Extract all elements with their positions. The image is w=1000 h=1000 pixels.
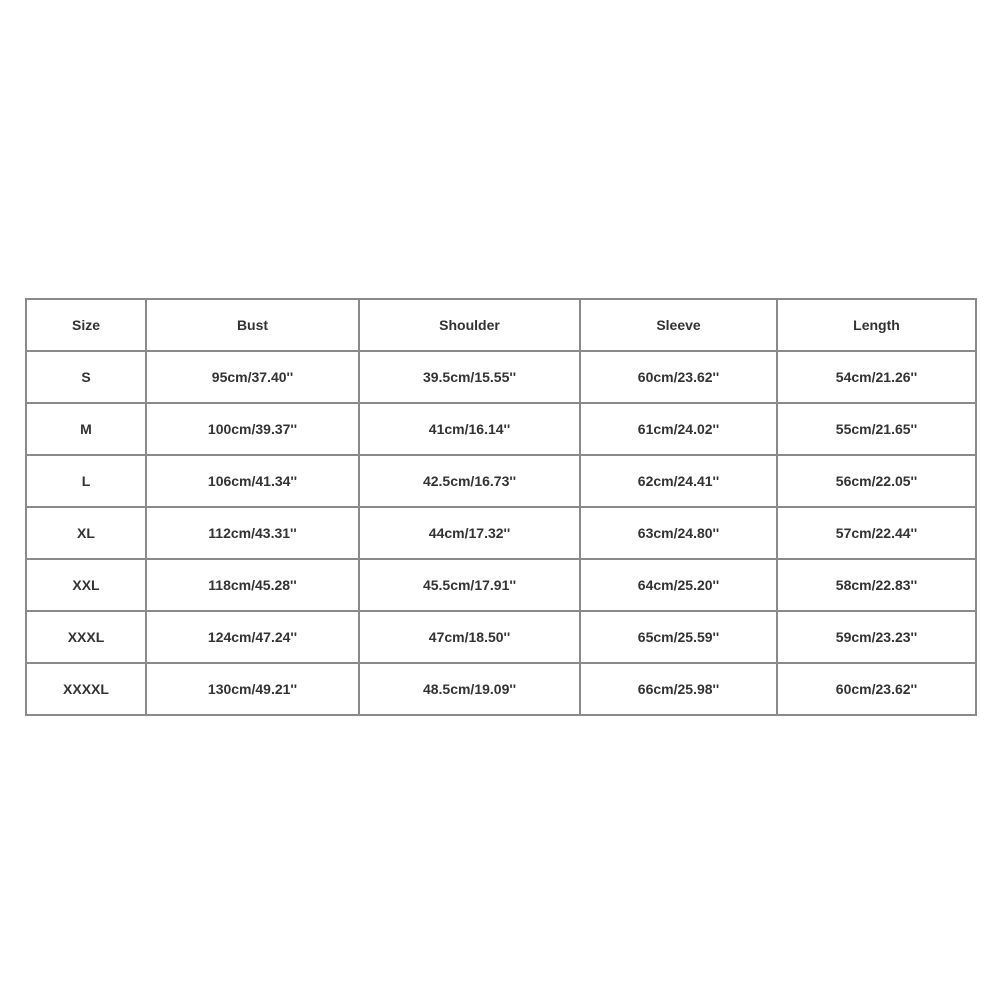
cell-size: L: [26, 455, 146, 507]
cell-bust: 112cm/43.31'': [146, 507, 359, 559]
cell-sleeve: 66cm/25.98'': [580, 663, 777, 715]
cell-bust: 124cm/47.24'': [146, 611, 359, 663]
cell-length: 58cm/22.83'': [777, 559, 976, 611]
cell-size: XL: [26, 507, 146, 559]
header-length: Length: [777, 299, 976, 351]
cell-shoulder: 48.5cm/19.09'': [359, 663, 580, 715]
header-sleeve: Sleeve: [580, 299, 777, 351]
cell-bust: 130cm/49.21'': [146, 663, 359, 715]
table-row: [26, 663, 976, 715]
header-shoulder: Shoulder: [359, 299, 580, 351]
cell-sleeve: 64cm/25.20'': [580, 559, 777, 611]
header-bust: Bust: [146, 299, 359, 351]
cell-shoulder: 45.5cm/17.91'': [359, 559, 580, 611]
cell-size: XXXXL: [26, 663, 146, 715]
cell-shoulder: 47cm/18.50'': [359, 611, 580, 663]
cell-bust: 95cm/37.40'': [146, 351, 359, 403]
cell-shoulder: 41cm/16.14'': [359, 403, 580, 455]
cell-shoulder: 39.5cm/15.55'': [359, 351, 580, 403]
cell-bust: 106cm/41.34'': [146, 455, 359, 507]
table-row: [26, 507, 976, 559]
table-row: [26, 559, 976, 611]
cell-length: 56cm/22.05'': [777, 455, 976, 507]
cell-length: 59cm/23.23'': [777, 611, 976, 663]
table-row: [26, 403, 976, 455]
cell-length: 60cm/23.62'': [777, 663, 976, 715]
cell-shoulder: 44cm/17.32'': [359, 507, 580, 559]
header-row: [26, 299, 976, 351]
cell-size: S: [26, 351, 146, 403]
cell-length: 55cm/21.65'': [777, 403, 976, 455]
cell-size: XXL: [26, 559, 146, 611]
cell-sleeve: 61cm/24.02'': [580, 403, 777, 455]
cell-sleeve: 63cm/24.80'': [580, 507, 777, 559]
cell-size: XXXL: [26, 611, 146, 663]
cell-length: 54cm/21.26'': [777, 351, 976, 403]
cell-sleeve: 60cm/23.62'': [580, 351, 777, 403]
size-chart-table: [25, 298, 977, 716]
cell-sleeve: 62cm/24.41'': [580, 455, 777, 507]
cell-sleeve: 65cm/25.59'': [580, 611, 777, 663]
table-row: [26, 455, 976, 507]
header-size: Size: [26, 299, 146, 351]
cell-bust: 100cm/39.37'': [146, 403, 359, 455]
table-row: [26, 611, 976, 663]
cell-bust: 118cm/45.28'': [146, 559, 359, 611]
cell-length: 57cm/22.44'': [777, 507, 976, 559]
cell-shoulder: 42.5cm/16.73'': [359, 455, 580, 507]
cell-size: M: [26, 403, 146, 455]
table-row: [26, 351, 976, 403]
